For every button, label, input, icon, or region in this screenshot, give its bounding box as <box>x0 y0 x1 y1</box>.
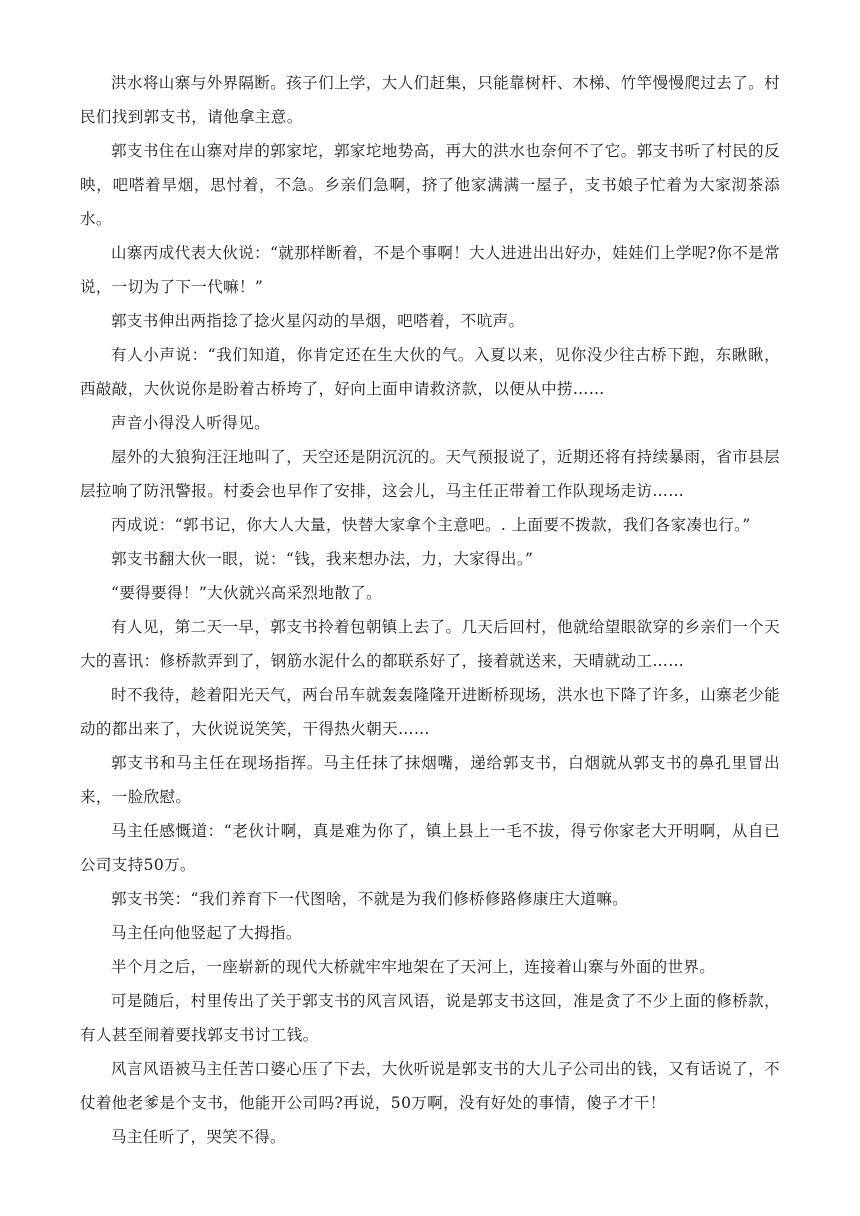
paragraph-12: 时不我待，趁着阳光天气，两台吊车就轰轰隆隆开进断桥现场，洪水也下降了许多，山寨老少能动的都出来了，大伙说说笑笑，干得热火朝天…… <box>80 686 780 738</box>
paragraph-9: 郭支书翻大伙一眼，说：“钱，我来想办法，力，大家得出。” <box>111 550 534 568</box>
paragraph-16: 马主任向他竖起了大拇指。 <box>111 924 302 942</box>
paragraph-11: 有人见，第二天一早，郭支书拎着包朝镇上去了。几天后回村，他就给望眼欲穿的乡亲们一个天大的喜讯：修桥款弄到了，钢筋水泥什么的都联系好了，接着就送来，天晴就动工…… <box>80 618 780 670</box>
paragraph-14: 马主任感慨道：“老伙计啊，真是难为你了，镇上县上一毛不拔，得亏你家老大开明啊，从自已公司支持50万。 <box>80 822 780 874</box>
paragraph-17: 半个月之后，一座崭新的现代大桥就牢牢地架在了天河上，连接着山寨与外面的世界。 <box>111 958 716 976</box>
paragraph-13: 郭支书和马主任在现场指挥。马主任抹了抹烟嘴，递给郭支书，白烟就从郭支书的鼻孔里冒出来，一脸欣慰。 <box>80 754 780 806</box>
paragraph-8: 丙成说：“郭书记，你大人大量，快替大家拿个主意吧。. 上面要不拨款，我们各家凑也行。” <box>111 516 751 534</box>
paragraph-19: 风言风语被马主任苦口婆心压了下去，大伙听说是郭支书的大儿子公司出的钱，又有话说了，不仗着他老爹是个支书，他能开公司吗?再说，50万啊，没有好处的事情，傻子才干！ <box>80 1060 780 1112</box>
paragraph-5: 有人小声说：“我们知道，你肯定还在生大伙的气。入夏以来，见你没少往古桥下跑，东瞅瞅，西敲敲，大伙说你是盼着古桥垮了，好向上面申请救济款，以便从中捞…… <box>80 346 780 398</box>
paragraph-20: 马主任听了，哭笑不得。 <box>111 1128 286 1146</box>
paragraph-7: 屋外的大狼狗汪汪地叫了，天空还是阴沉沉的。天气预报说了，近期还将有持续暴雨，省市县层层拉响了防汛警报。村委会也早作了安排，这会儿，马主任正带着工作队现场走访…… <box>80 448 780 500</box>
paragraph-2: 郭支书住在山寨对岸的郭家坨，郭家坨地势高，再大的洪水也奈何不了它。郭支书听了村民的反映，吧嗒着旱烟，思忖着，不急。乡亲们急啊，挤了他家满满一屋子，支书娘子忙着为大家沏茶添水。 <box>80 142 780 228</box>
paragraph-18: 可是随后，村里传出了关于郭支书的风言风语，说是郭支书这回，准是贪了不少上面的修桥款，有人甚至闹着要找郭支书讨工钱。 <box>80 992 780 1044</box>
paragraph-6: 声音小得没人听得见。 <box>111 414 271 432</box>
paragraph-1: 洪水将山寨与外界隔断。孩子们上学，大人们赶集，只能靠树杆、木梯、竹竿慢慢爬过去了。村民们找到郭支书，请他拿主意。 <box>80 74 780 126</box>
paragraph-3: 山寨丙成代表大伙说：“就那样断着，不是个事啊！大人进进出出好办，娃娃们上学呢?你不是常说，一切为了下一代嘛！” <box>80 244 780 296</box>
document-page <box>80 66 780 1154</box>
paragraph-4: 郭支书伸出两指捻了捻火星闪动的旱烟，吧嗒着，不吭声。 <box>111 312 525 330</box>
paragraph-10: “要得要得！”大伙就兴高采烈地散了。 <box>111 584 383 602</box>
paragraph-15: 郭支书笑：“我们养育下一代图啥，不就是为我们修桥修路修康庄大道嘛。 <box>111 890 629 908</box>
